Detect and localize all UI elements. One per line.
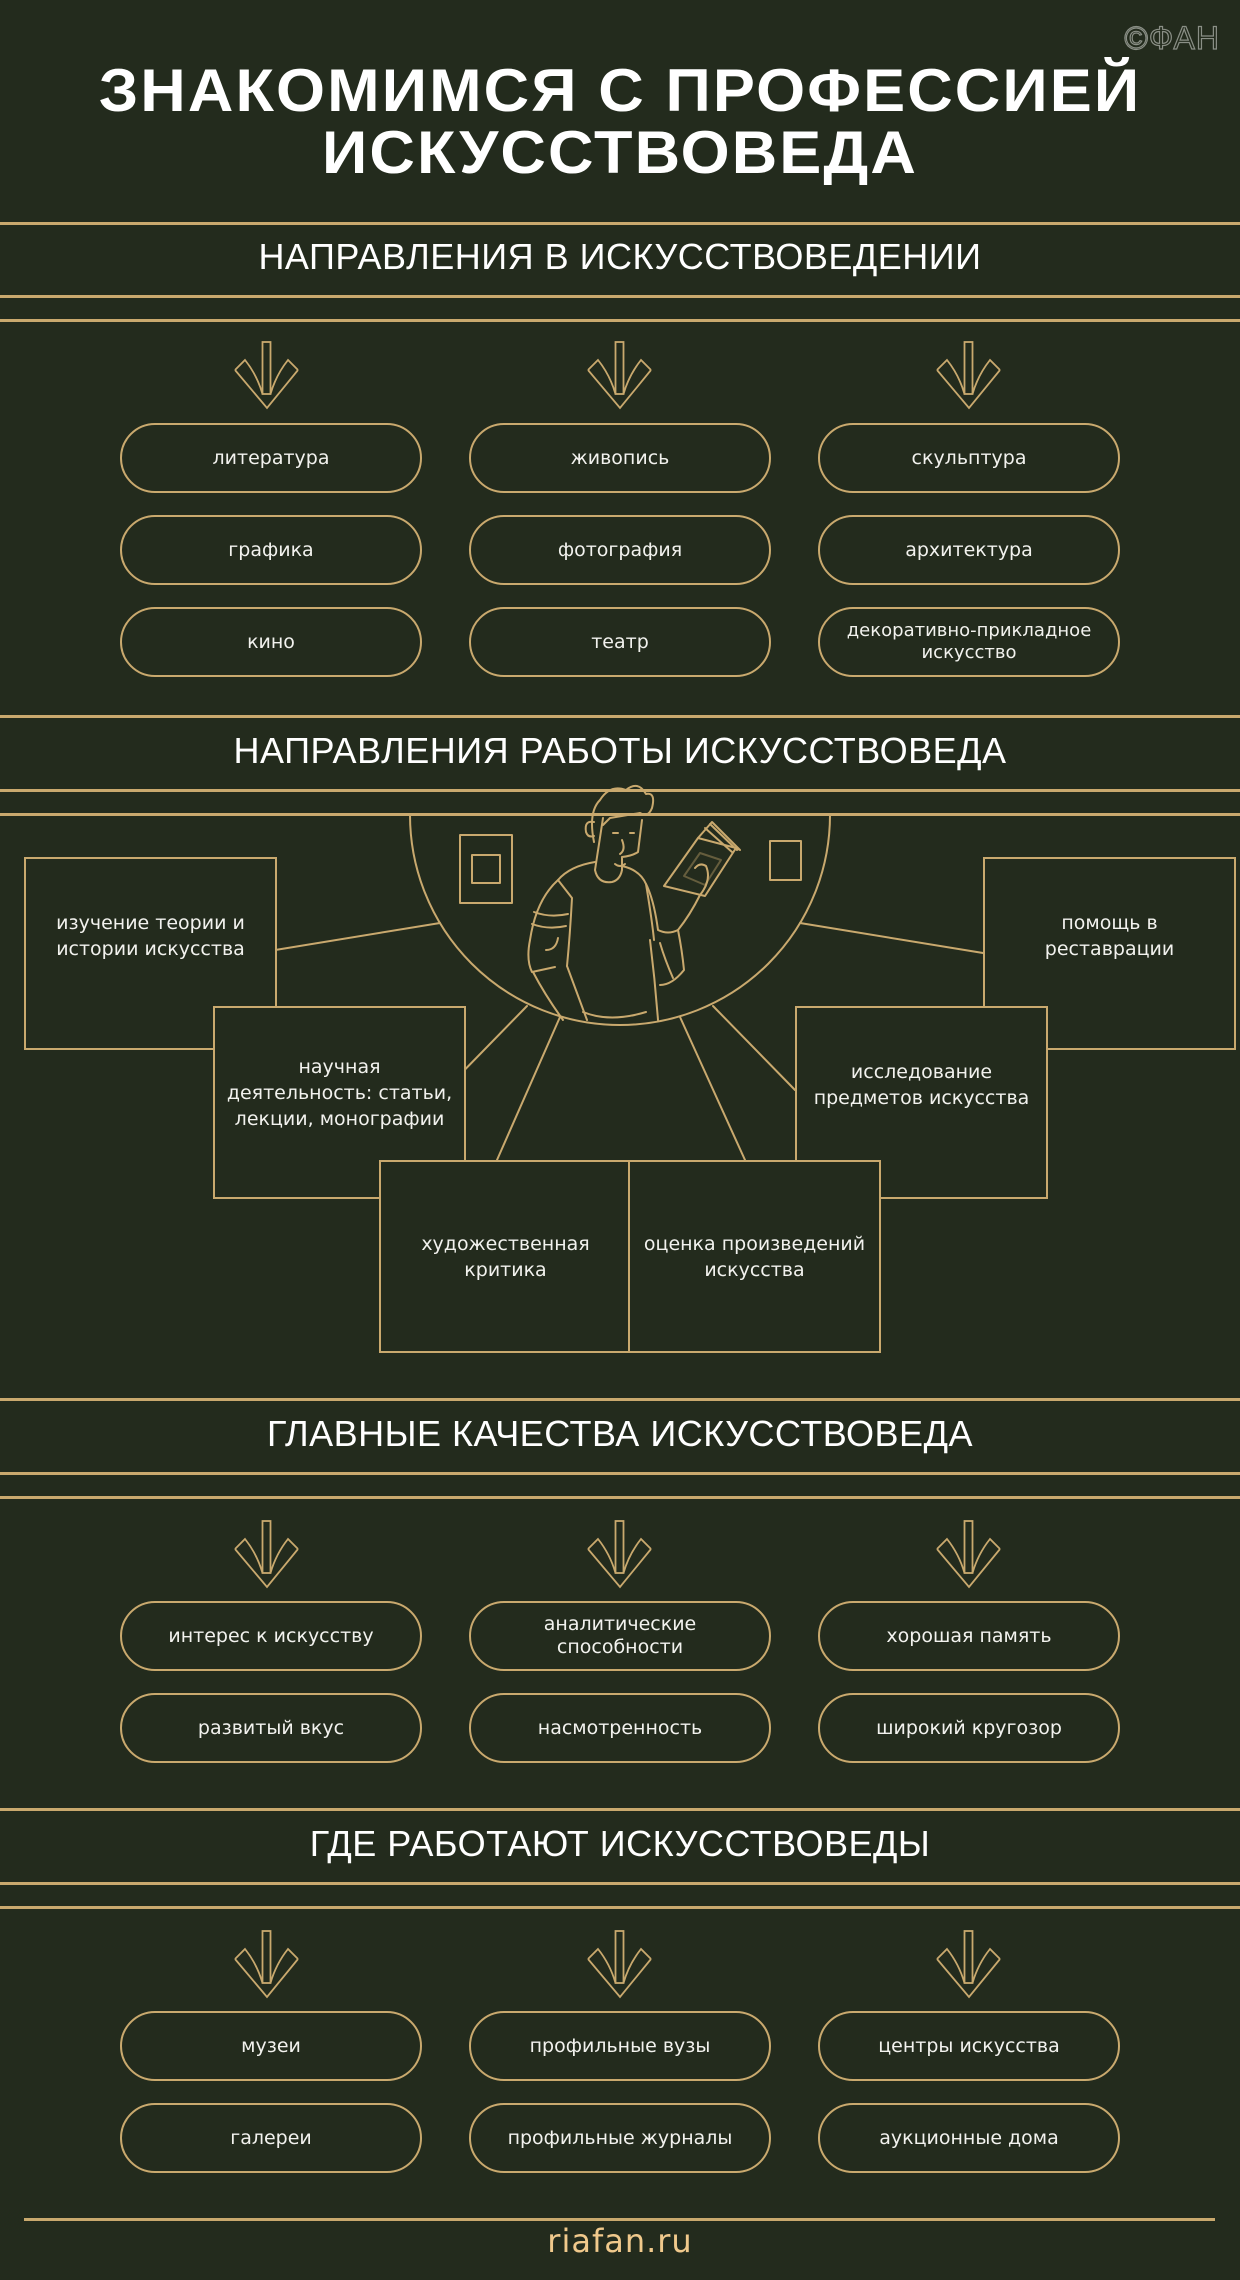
workplace-item: профильные вузы bbox=[469, 2011, 771, 2081]
quality-item: широкий кругозор bbox=[818, 1693, 1120, 1763]
work-box-criticism: художественная критика bbox=[379, 1160, 632, 1353]
quality-item: интерес к искусству bbox=[120, 1601, 422, 1671]
direction-item: литература bbox=[120, 423, 422, 493]
direction-item: декоративно-прикладное искусство bbox=[818, 607, 1120, 677]
work-box-science: научная деятельность: статьи, лекции, монографии bbox=[213, 1006, 466, 1199]
divider bbox=[0, 1472, 1240, 1475]
workplace-item: профильные журналы bbox=[469, 2103, 771, 2173]
direction-item: фотография bbox=[469, 515, 771, 585]
direction-item: скульптура bbox=[818, 423, 1120, 493]
direction-item: театр bbox=[469, 607, 771, 677]
footer-site-link[interactable]: riafan.ru bbox=[547, 2222, 693, 2260]
page-title-line-1: ЗНАКОМИМСЯ С ПРОФЕССИЕЙ bbox=[98, 57, 1142, 124]
fan-logo: ©ФАН bbox=[1124, 20, 1220, 56]
arrow-down-icon bbox=[934, 1929, 1004, 1999]
direction-item: графика bbox=[120, 515, 422, 585]
section-title-work: НАПРАВЛЕНИЯ РАБОТЫ ИСКУССТВОВЕДА bbox=[233, 730, 1007, 771]
workplace-item: центры искусства bbox=[818, 2011, 1120, 2081]
arrow-down-icon bbox=[585, 1519, 655, 1589]
work-box-restoration: помощь в реставрации bbox=[983, 857, 1236, 1050]
divider bbox=[0, 1496, 1240, 1499]
quality-item: хорошая память bbox=[818, 1601, 1120, 1671]
direction-item: архитектура bbox=[818, 515, 1120, 585]
section-title-qualities: ГЛАВНЫЕ КАЧЕСТВА ИСКУССТВОВЕДА bbox=[267, 1413, 973, 1454]
footer-divider bbox=[24, 2218, 1215, 2221]
arrow-down-icon bbox=[232, 1929, 302, 1999]
divider bbox=[0, 1808, 1240, 1811]
arrow-down-icon bbox=[934, 1519, 1004, 1589]
divider bbox=[0, 1906, 1240, 1909]
work-box-evaluation: оценка произведений искусства bbox=[628, 1160, 881, 1353]
quality-item: насмотренность bbox=[469, 1693, 771, 1763]
divider bbox=[0, 1398, 1240, 1401]
arrow-down-icon bbox=[232, 1519, 302, 1589]
section-title-workplaces: ГДЕ РАБОТАЮТ ИСКУССТВОВЕДЫ bbox=[309, 1823, 931, 1864]
section-title-directions: НАПРАВЛЕНИЯ В ИСКУССТВОВЕДЕНИИ bbox=[258, 236, 982, 277]
workplace-item: галереи bbox=[120, 2103, 422, 2173]
direction-item: кино bbox=[120, 607, 422, 677]
workplace-item: музеи bbox=[120, 2011, 422, 2081]
direction-item: живопись bbox=[469, 423, 771, 493]
work-box-theory: изучение теории и истории искусства bbox=[24, 857, 277, 1050]
page-title-line-2: ИСКУССТВОВЕДА bbox=[321, 119, 919, 186]
arrow-down-icon bbox=[585, 1929, 655, 1999]
quality-item: аналитические способности bbox=[469, 1601, 771, 1671]
divider bbox=[0, 1882, 1240, 1885]
workplace-item: аукционные дома bbox=[818, 2103, 1120, 2173]
work-box-research: исследование предметов искусства bbox=[795, 1006, 1048, 1199]
quality-item: развитый вкус bbox=[120, 1693, 422, 1763]
